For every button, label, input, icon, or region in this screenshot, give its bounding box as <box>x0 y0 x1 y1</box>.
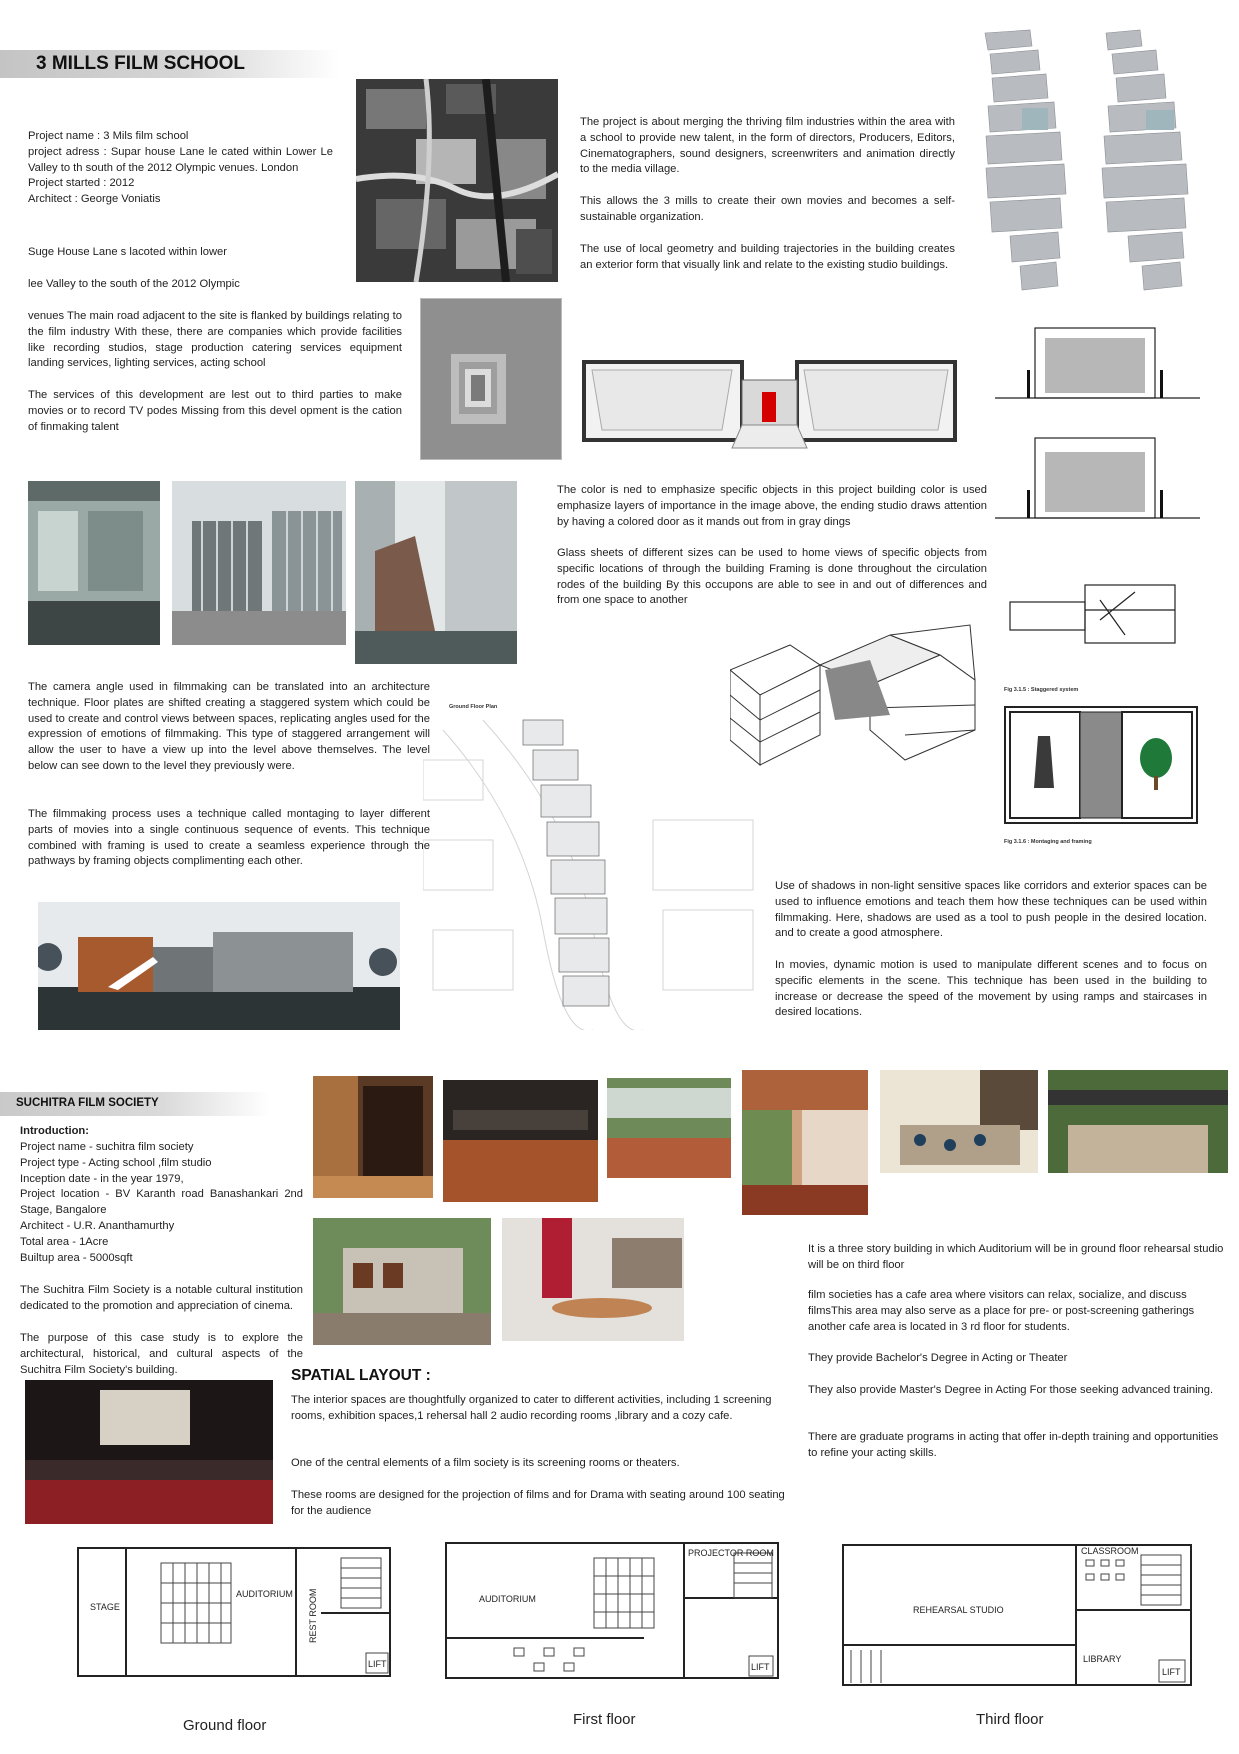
site-line-1: Suge House Lane s lacoted within lower <box>28 246 228 258</box>
building-facade-photo <box>313 1218 491 1345</box>
ground-floor-caption: Ground floor <box>183 1717 267 1734</box>
passage-render <box>355 481 517 664</box>
projector-room-label: PROJECTOR ROOM <box>688 1548 774 1558</box>
suchitra-title-bar <box>0 1092 270 1116</box>
ground-floor-plan-label: Ground Floor Plan <box>449 704 498 710</box>
exterior-facade-render <box>172 481 346 645</box>
corridor-render <box>420 298 562 460</box>
staggered-massing-axonometric <box>730 620 980 770</box>
intro-line: Architect - U.R. Ananthamurthy <box>20 1219 175 1232</box>
cafe-outdoor-photo <box>607 1078 731 1178</box>
montaging-framing-diagram <box>1004 706 1198 824</box>
ground-floor-site-plan <box>423 700 763 1030</box>
site-strip-diagram-1 <box>980 28 1080 293</box>
purpose-paragraph: The purpose of this case study is to explore the architectural, historical, and cultural aspects of the Suchitra Film Society's building. <box>20 1332 303 1376</box>
third-lift-label: LIFT <box>1162 1667 1181 1677</box>
info-line: Architect : George Voniatis <box>28 193 161 206</box>
open-air-theatre-photo <box>1048 1070 1228 1173</box>
library-label: LIBRARY <box>1083 1654 1122 1664</box>
info-line: project adress : Supar house Lane le cated within Lower Le Valley to th south of the 2012 Olympic venues. London <box>28 145 333 174</box>
classroom-photo <box>880 1070 1038 1173</box>
first-lift-label: LIFT <box>751 1662 770 1672</box>
page-title: 3 MILLS FILM SCHOOL <box>36 53 245 74</box>
intro-line: Project type - Acting school ,film studio <box>20 1156 212 1169</box>
project-info <box>28 129 333 208</box>
third-floor-caption: Third floor <box>976 1711 1044 1728</box>
spatial-paragraph-3: These rooms are designed for the projection of films and for Drama with seating around 100 seating for the audience <box>291 1489 785 1517</box>
hall-interior-photo <box>443 1080 598 1202</box>
spatial-layout-heading: SPATIAL LAYOUT : <box>291 1367 431 1384</box>
section-sketches <box>985 310 1210 535</box>
shadows-paragraph: Use of shadows in non-light sensitive spaces like corridors and exterior spaces can be used to influence emotions and teach them how these techniques can be used within filmmaking. Here, shadows are used as a tool to push people in the desired location. and to create a good atmosphere. <box>775 880 1207 940</box>
stage-label: STAGE <box>90 1602 120 1612</box>
auditorium-label: AUDITORIUM <box>236 1589 293 1599</box>
library-room-photo <box>502 1218 684 1341</box>
camera-angle-paragraph: The camera angle used in filmmaking can be translated into an architecture technique. Floor plates are shifted creating a staggered system which could be used to create and control views between spaces, replicating angles used for the expression of emotions of filmmaking. This type of staggered arrangement will allow the user to have a view up into the level above themselves. The level below can see down to the level they previously were. <box>28 681 430 772</box>
first-floor-plan <box>444 1538 782 1683</box>
site-paragraph: venues The main road adjacent to the site is flanked by buildings relating to the film industry With these, there are companies which provide facilities like recording studios, stage production catering services equipment landing services, lighting services, acting school <box>28 310 402 370</box>
right-paragraph-2: film societies has a cafe area where visitors can relax, socialize, and discuss filmsThis area may also serve as a place for pre- or post-screening gatherings another cafe area is located in 3 rd floor for students. <box>808 1289 1195 1333</box>
glass-interior-render <box>28 481 160 645</box>
classroom-label: CLASSROOM <box>1081 1546 1139 1556</box>
rehearsal-studio-label: REHEARSAL STUDIO <box>913 1605 1004 1615</box>
right-paragraph-1: It is a three story building in which Auditorium will be in ground floor rehearsal studio will be on third floor <box>808 1243 1224 1271</box>
red-door <box>762 392 776 422</box>
right-paragraph-5: There are graduate programs in acting that offer in-depth training and opportunities to refine your acting skills. <box>808 1431 1219 1459</box>
spatial-paragraph-2: One of the central elements of a film society is its screening rooms or theaters. <box>291 1457 680 1469</box>
about-paragraph-1: The project is about merging the thriving film industries within the area with a school to provide new talent, in the form of directors, Producers, Editors, Cinematographers, sound designers, screenwriters and animation directly to the media village. <box>580 116 955 176</box>
lift-label: LIFT <box>368 1659 387 1669</box>
pergola-walkway-photo <box>742 1070 868 1215</box>
montaging-paragraph: The filmmaking process uses a technique called montaging to layer different parts of movies into a single continuous sequence of events. This technique combined with framing is used to create a seamless experience through the pathways by framing objects complimenting each other. <box>28 808 430 868</box>
spatial-paragraph-1: The interior spaces are thoughtfully organized to cater to different activities, including 1 screening rooms, exhibition spaces,1 rehersal hall 2 audio recording rooms ,library and a cozy cafe. <box>291 1394 772 1422</box>
tree-icon <box>1140 738 1172 778</box>
about-paragraph-2: This allows the 3 mills to create their own movies and becomes a self-sustainable organization. <box>580 195 955 223</box>
info-line: Project name : 3 Mils film school <box>28 130 189 142</box>
screening-room-photo <box>25 1380 273 1524</box>
intro-list <box>20 1140 303 1266</box>
info-line: Project started : 2012 <box>28 177 135 190</box>
site-line-2: lee Valley to the south of the 2012 Olympic <box>28 278 240 290</box>
intro-heading: Introduction: <box>20 1125 89 1137</box>
rest-room-label: REST ROOM <box>308 1588 318 1643</box>
interior-corridor-photo <box>313 1076 433 1198</box>
intro-line: Project name - suchitra film society <box>20 1141 194 1153</box>
first-floor-caption: First floor <box>573 1711 636 1728</box>
intro-line: Inception date - in the year 1979, <box>20 1172 184 1185</box>
right-paragraph-3: They provide Bachelor's Degree in Acting or Theater <box>808 1352 1068 1364</box>
section-title-bar <box>0 50 340 78</box>
ground-floor-plan <box>76 1543 394 1683</box>
right-paragraph-4: They also provide Master's Degree in Acting For those seeking advanced training. <box>808 1384 1214 1396</box>
building-section-render <box>38 902 400 1030</box>
intro-line: Total area - 1Acre <box>20 1235 109 1248</box>
site-strip-diagram-2 <box>1098 28 1203 293</box>
first-auditorium-label: AUDITORIUM <box>479 1594 536 1604</box>
dynamic-motion-paragraph: In movies, dynamic motion is used to manipulate different scenes and to focus on specific elements in the scene. This technique has been used in the building to increase or decrease the speed of the movement by using ramps and staircases in desired locations. <box>775 959 1207 1019</box>
corridor-perspective-diagram <box>582 360 957 450</box>
framing-sketch <box>1005 580 1180 650</box>
intro-line: Project location - BV Karanth road Banashankari 2nd Stage, Bangalore <box>20 1188 303 1217</box>
intro-line: Builtup area - 5000sqft <box>20 1251 133 1264</box>
fig-montaging-caption: Fig 3.1.6 : Montaging and framing <box>1004 839 1092 845</box>
color-paragraph: The color is ned to emphasize specific objects in this project building color is used emphasize layers of importance in the image above, the ending studio draws attention by having a colored door as it mands out from in gray dings <box>557 484 987 528</box>
aerial-site-photo <box>356 79 558 282</box>
glass-paragraph: Glass sheets of different sizes can be used to home views of specific objects from specific locations of through the building Framing is done throughout the circulation rodes of the building By this occupons are able to see in and out of differences and from one space to another <box>557 547 987 607</box>
fig-staggered-caption: Fig 3.1.5 : Staggered system <box>1004 687 1079 693</box>
notable-paragraph: The Suchitra Film Society is a notable cultural institution dedicated to the promotion and appreciation of cinema. <box>20 1284 303 1312</box>
third-floor-plan <box>841 1540 1194 1690</box>
suchitra-title: SUCHITRA FILM SOCIETY <box>16 1097 159 1109</box>
about-paragraph-3: The use of local geometry and building trajectories in the building creates an exterior form that visually link and relate to the existing studio buildings. <box>580 243 955 271</box>
services-paragraph: The services of this development are lest out to third parties to make movies or to record TV podes Missing from this devel opment is the cation of finmaking talent <box>28 389 402 433</box>
